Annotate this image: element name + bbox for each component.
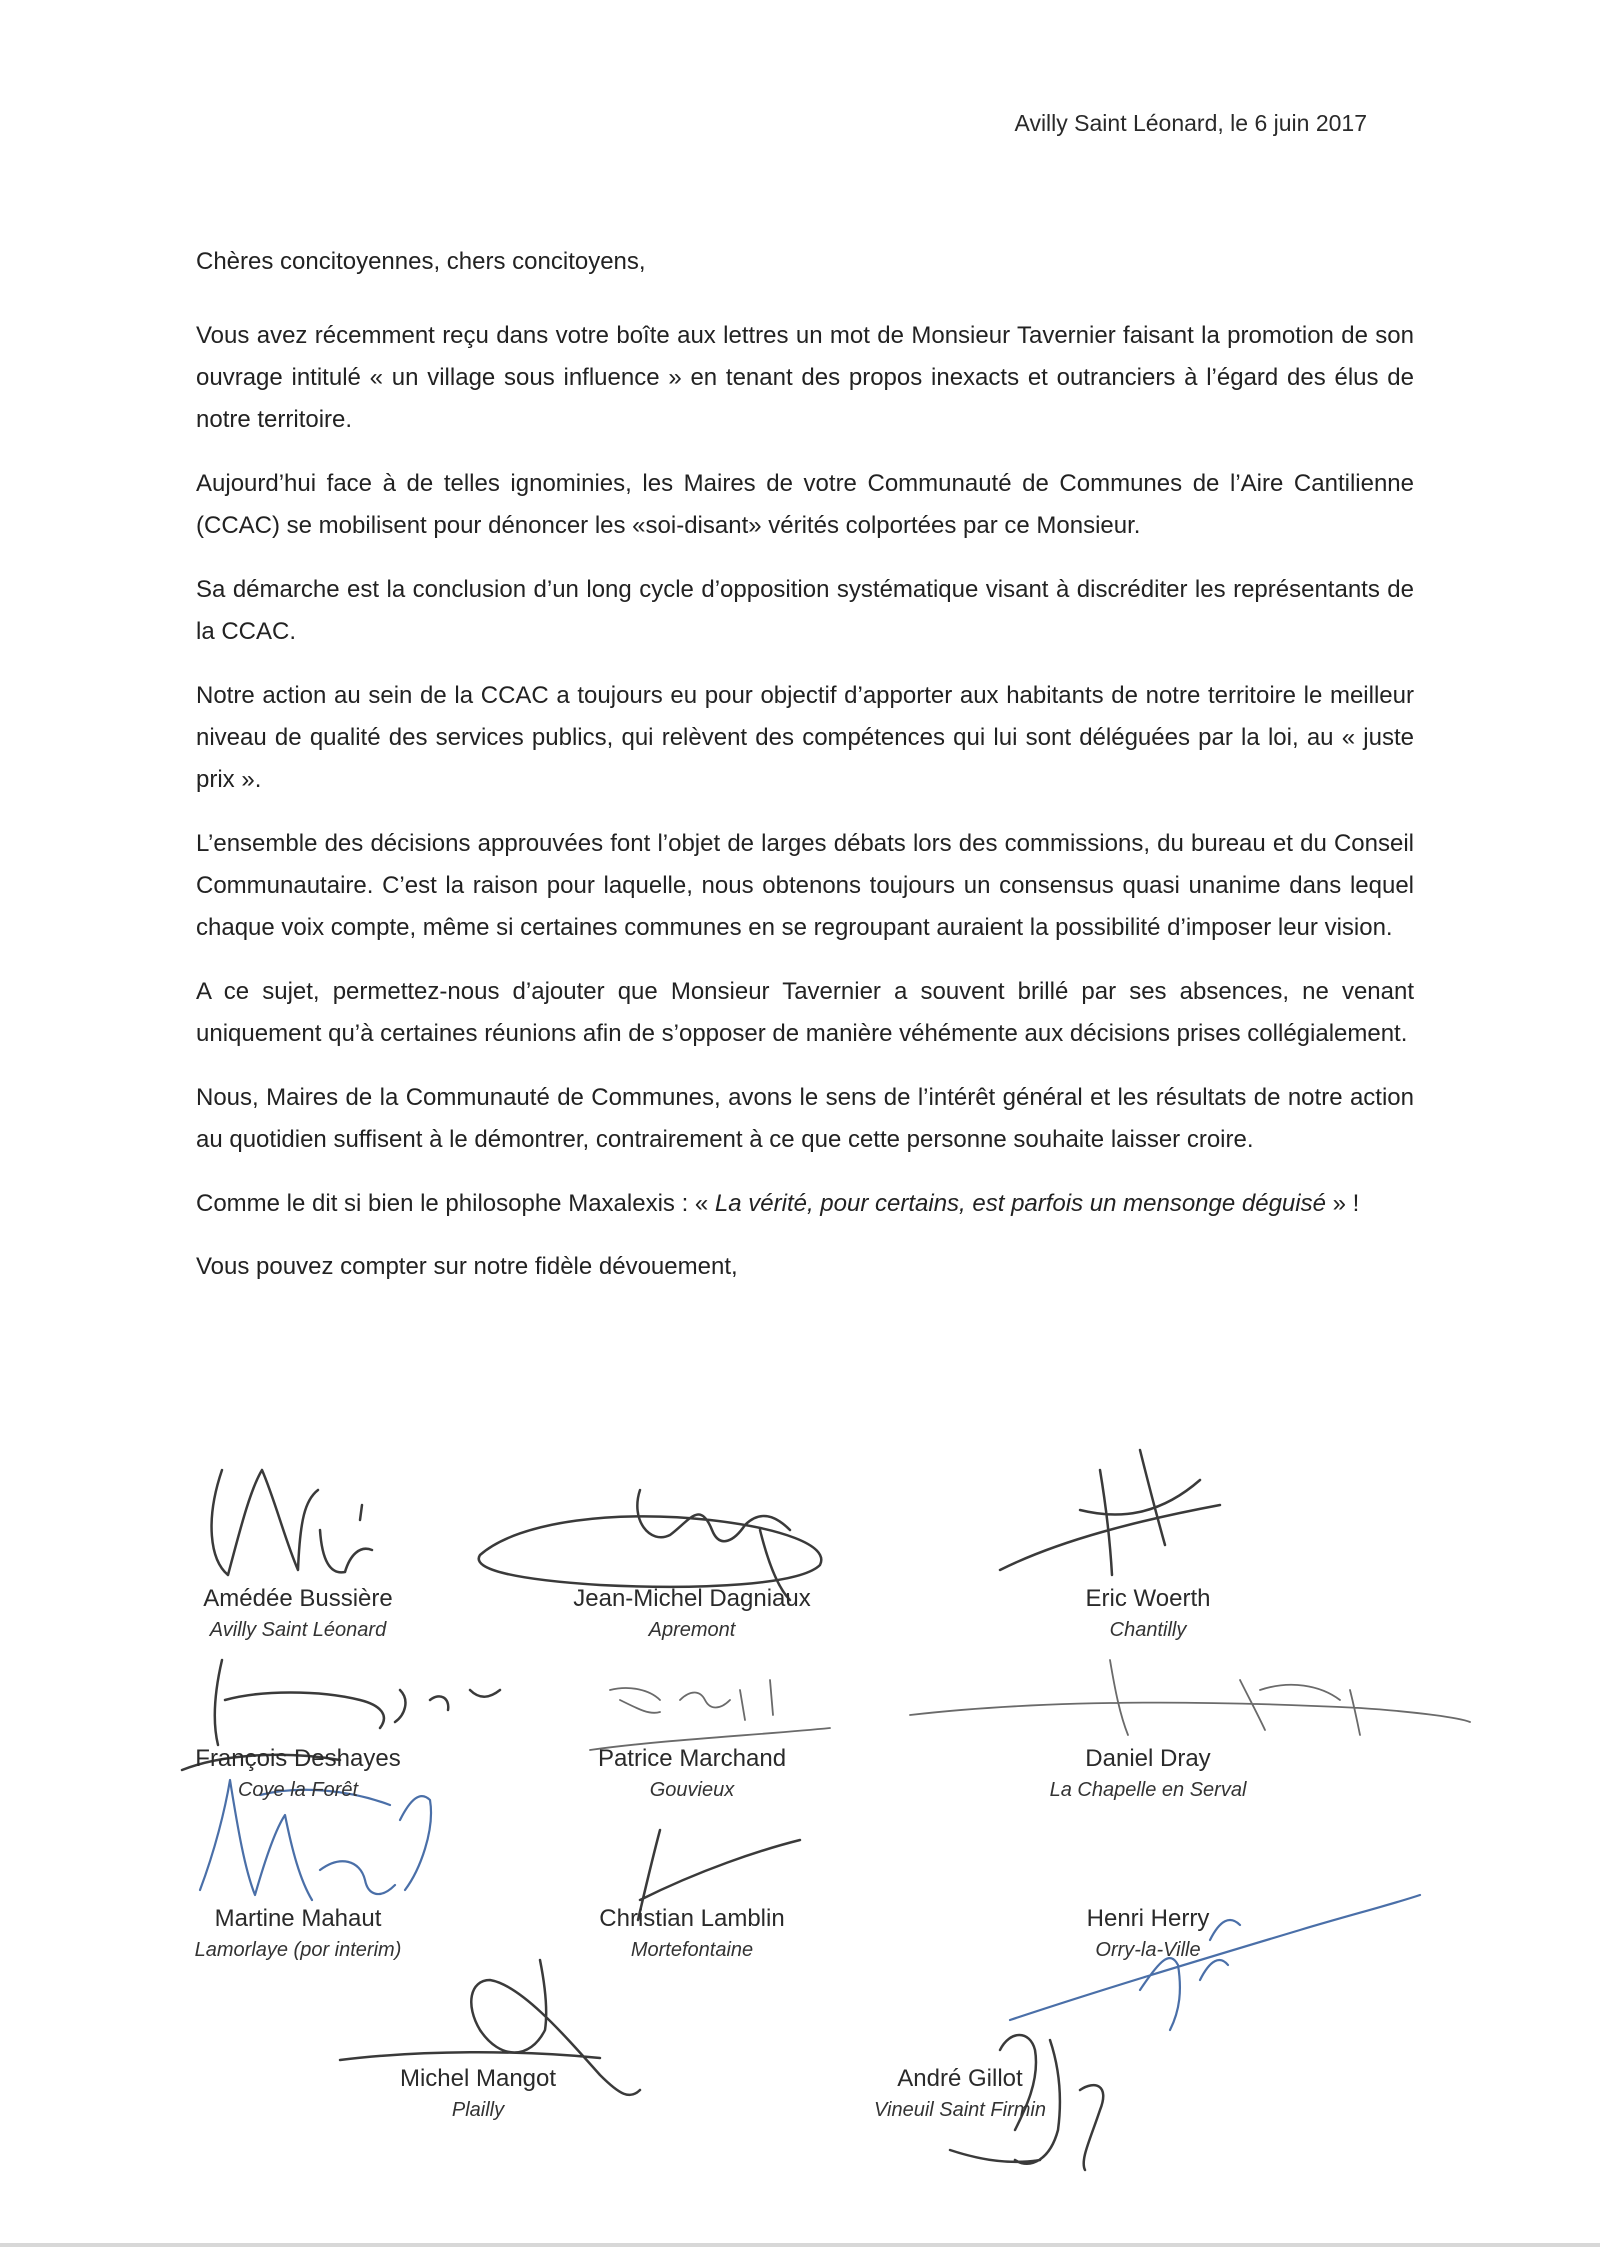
signatory-name: Daniel Dray — [1085, 1745, 1211, 1772]
paragraph: A ce sujet, permettez-nous d’ajouter que Monsieur Tavernier a souvent brillé par ses absences, ne venant uniquement qu’à certaines réunions afin de s’opposer de manière véhémente aux décisions prises collégialement. — [196, 978, 1414, 1047]
quote-intro: Comme le dit si bien le philosophe Maxalexis : « — [196, 1190, 709, 1217]
signatory-name: Jean-Michel Dagniaux — [573, 1585, 811, 1612]
signature-woerth — [1000, 1450, 1220, 1575]
signatory-name: Christian Lamblin — [599, 1905, 785, 1932]
signatory-town: Lamorlaye (por interim) — [194, 1939, 402, 1961]
quote-text: La vérité, pour certains, est parfois un mensonge déguisé — [714, 1190, 1326, 1217]
signatory-town: Mortefontaine — [630, 1939, 754, 1961]
signatory-town: Orry-la-Ville — [1095, 1939, 1201, 1961]
signatory-town: La Chapelle en Serval — [1049, 1779, 1247, 1801]
quote-outro: » ! — [1332, 1190, 1360, 1217]
signatory-town: Vineuil Saint Firmin — [874, 2099, 1046, 2121]
signatory — [128, 1743, 468, 1805]
signatory — [308, 2063, 648, 2125]
signatory — [522, 1583, 862, 1645]
signatory-town: Chantilly — [1109, 1619, 1187, 1641]
signatory-town: Coye la Forêt — [237, 1779, 359, 1801]
signatory — [978, 1583, 1318, 1645]
signatory — [790, 2063, 1130, 2125]
letter-body — [196, 242, 1414, 1311]
signatory-name: François Deshayes — [195, 1745, 401, 1772]
date-line: Avilly Saint Léonard, le 6 juin 2017 — [1014, 110, 1367, 136]
signature-marchand — [590, 1680, 830, 1750]
closing-line: Vous pouvez compter sur notre fidèle dévouement, — [196, 1253, 738, 1280]
signatory-name: Eric Woerth — [1085, 1585, 1211, 1612]
paragraph: Vous avez récemment reçu dans votre boîte aux lettres un mot de Monsieur Tavernier faisant la promotion de son ouvrage intitulé « un village sous influence » en tenant des propos inexacts et outranciers à l’égard des élus de notre territoire. — [196, 322, 1414, 433]
signatory — [978, 1903, 1318, 1965]
signatory — [978, 1743, 1318, 1805]
paragraph: Notre action au sein de la CCAC a toujours eu pour objectif d’apporter aux habitants de notre territoire le meilleur niveau de qualité des services publics, qui relèvent des compétences qui lui sont déléguées par la loi, au « juste prix ». — [196, 682, 1414, 793]
paragraph: Sa démarche est la conclusion d’un long cycle d’opposition systématique visant à discréditer les représentants de la CCAC. — [196, 576, 1414, 645]
signature-dray — [910, 1660, 1470, 1735]
signatory-name: Martine Mahaut — [214, 1905, 382, 1932]
signatory-town: Apremont — [648, 1619, 736, 1641]
scan-edge — [0, 2243, 1600, 2247]
signatory-name: Henri Herry — [1086, 1905, 1210, 1932]
signatory-town: Gouvieux — [649, 1779, 735, 1801]
paragraph: Nous, Maires de la Communauté de Communes, avons le sens de l’intérêt général et les résultats de notre action au quotidien suffisent à le démontrer, contrairement à ce que cette personne souhaite laisser croire. — [196, 1084, 1414, 1153]
signatory — [522, 1743, 862, 1805]
paragraph: L’ensemble des décisions approuvées font l’objet de larges débats lors des commissions, du bureau et du Conseil Communautaire. C’est la raison pour laquelle, nous obtenons toujours un consensus quasi unanime dans lequel chaque voix compte, même si certaines communes en se regroupant auraient la possibilité d’imposer leur vision. — [196, 830, 1414, 941]
signatory-name: Amédée Bussière — [203, 1585, 393, 1612]
signatory — [128, 1583, 468, 1645]
signatory-town: Avilly Saint Léonard — [209, 1619, 387, 1641]
salutation: Chères concitoyennes, chers concitoyens, — [196, 248, 646, 275]
signatory-name: André Gillot — [897, 2065, 1023, 2092]
signatory-name: Michel Mangot — [399, 2065, 557, 2092]
signatory-name: Patrice Marchand — [597, 1745, 787, 1772]
signatory-town: Plailly — [451, 2099, 505, 2121]
signature-bussiere — [212, 1470, 372, 1575]
quote-paragraph — [196, 1183, 1414, 1225]
signatory — [522, 1903, 862, 1965]
signatory — [128, 1903, 468, 1965]
paragraph: Aujourd’hui face à de telles ignominies, les Maires de votre Communauté de Communes de l’Aire Cantilienne (CCAC) se mobilisent pour dénoncer les «soi-disant» vérités colportées par ce Monsieur. — [196, 470, 1414, 539]
